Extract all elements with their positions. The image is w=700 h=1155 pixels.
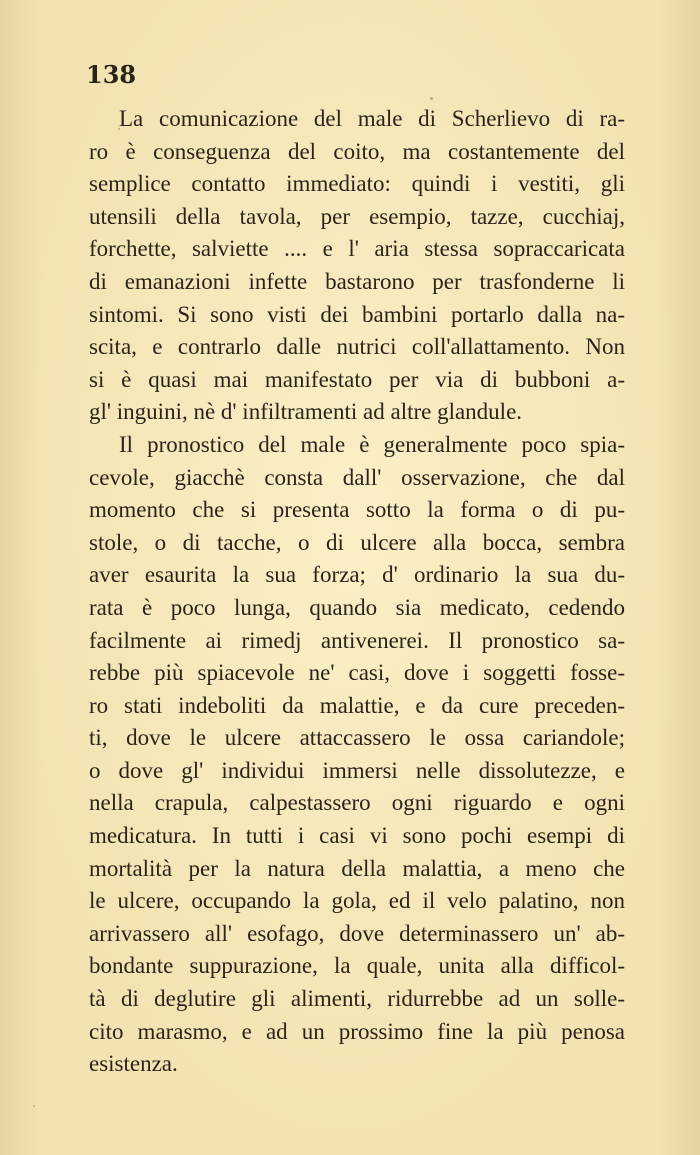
text-line: aver esaurita la sua forza; d' ordinario la sua du- [89, 562, 625, 588]
text-line: cito marasmo, e ad un prossimo fine la più penosa [89, 1018, 625, 1044]
text-line: o dove gl' individui immersi nelle dissolutezze, e [89, 757, 625, 783]
text-line: gl' inguini, nè d' infiltramenti ad altre glandule. [89, 399, 523, 425]
text-line: ti, dove le ulcere attaccassero le ossa cariandole; [89, 725, 625, 751]
text-line: La comunicazione del male di Scherlievo di ra- [119, 106, 625, 131]
page-number: 138 [86, 60, 137, 89]
text-line: esistenza. [89, 1051, 178, 1077]
text-line: forchette, salviette .... e l' aria stessa sopraccaricata [89, 236, 625, 262]
text-line: momento che si presenta sotto la forma o di pu- [89, 497, 625, 523]
text-line: le ulcere, occupando la gola, ed il velo palatino, non [89, 888, 625, 914]
text-line: rebbe più spiacevole ne' casi, dove i soggetti fosse- [89, 660, 625, 686]
text-line: bondante suppurazione, la quale, unita alla difficol- [89, 953, 625, 979]
text-line: arrivassero all' esofago, dove determinassero un' ab- [89, 920, 625, 946]
text-line: cevole, giacchè consta dall' osservazione, che dal [89, 464, 625, 490]
text-line: tà di deglutire gli alimenti, ridurrebbe ad un solle- [89, 986, 625, 1012]
text-line: medicatura. In tutti i casi vi sono pochi esempi di [89, 823, 625, 849]
text-line: utensili della tavola, per esempio, tazze, cucchiaj, [89, 203, 625, 229]
text-line: Il pronostico del male è generalmente poco spia- [119, 431, 625, 457]
text-line: nella crapula, calpestassero ogni riguardo e ogni [89, 790, 625, 816]
text-line: sintomi. Si sono visti dei bambini portarlo dalla na- [89, 301, 625, 327]
paper-speck [118, 128, 120, 130]
text-line: di emanazioni infette bastarono per trasfonderne li [89, 268, 625, 294]
paper-speck [33, 1105, 35, 1107]
text-line: facilmente ai rimedj antivenerei. Il pronostico sa- [89, 627, 625, 653]
text-line: ro stati indeboliti da malattie, e da cure preceden- [89, 692, 625, 718]
text-line: scita, e contrarlo dalle nutrici coll'allattamento. Non [89, 334, 625, 360]
body-text [89, 103, 625, 1081]
text-line: si è quasi mai manifestato per via di bubboni a- [89, 366, 625, 392]
text-line: mortalità per la natura della malattia, a meno che [89, 855, 625, 881]
text-line: semplice contatto immediato: quindi i vestiti, gli [89, 171, 625, 197]
text-line: ro è conseguenza del coito, ma costantemente del [89, 138, 625, 164]
text-line: rata è poco lunga, quando sia medicato, cedendo [89, 594, 625, 620]
text-line: stole, o di tacche, o di ulcere alla bocca, sembra [89, 529, 625, 555]
paper-speck [430, 97, 433, 100]
